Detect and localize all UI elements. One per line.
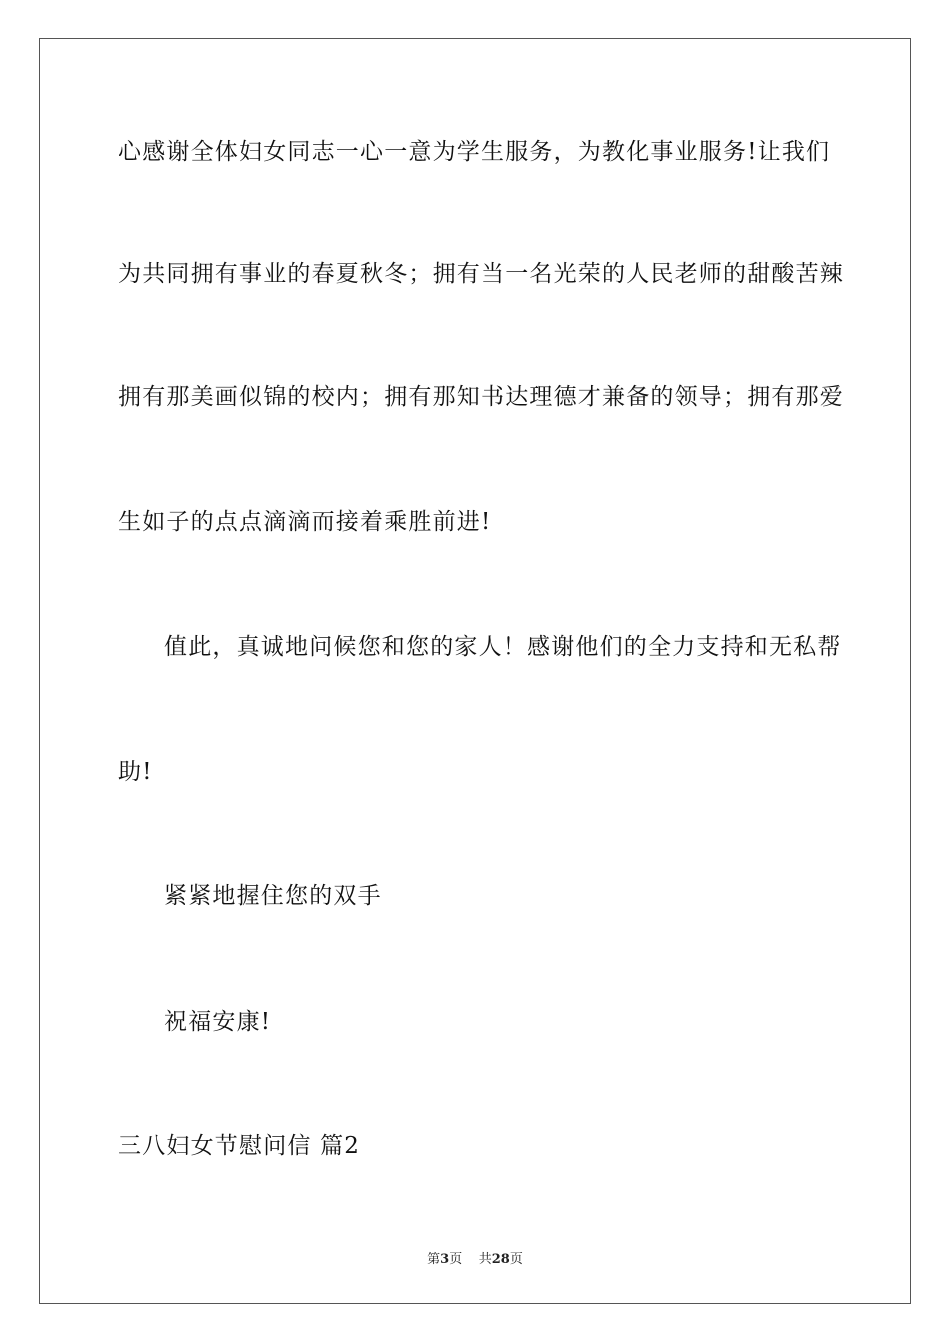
body-line-5: 值此，真诚地问候您和您的家人！感谢他们的全力支持和无私帮 [164, 634, 842, 660]
body-line-7: 紧紧地握住您的双手 [164, 883, 382, 909]
body-line-8: 祝福安康! [164, 1009, 272, 1035]
section-heading: 三八妇女节慰问信 篇2 [118, 1133, 361, 1159]
body-line-1: 心感谢全体妇女同志一心一意为学生服务，为教化事业服务!让我们 [118, 139, 831, 165]
footer-page-suffix: 页 [449, 1252, 463, 1267]
body-line-4: 生如子的点点滴滴而接着乘胜前进! [118, 509, 492, 535]
page-border [39, 38, 911, 1304]
page-footer [0, 1248, 950, 1267]
footer-total-prefix: 共 [478, 1252, 492, 1267]
footer-total-number: 28 [491, 1252, 510, 1267]
body-line-3: 拥有那美画似锦的校内；拥有那知书达理德才兼备的领导；拥有那爱 [118, 384, 844, 410]
footer-total-suffix: 页 [509, 1252, 523, 1267]
footer-page-prefix: 第 [427, 1252, 441, 1267]
body-line-6: 助! [118, 759, 153, 785]
footer-page-number: 3 [440, 1252, 450, 1267]
body-line-2: 为共同拥有事业的春夏秋冬；拥有当一名光荣的人民老师的甜酸苦辣 [118, 261, 844, 287]
